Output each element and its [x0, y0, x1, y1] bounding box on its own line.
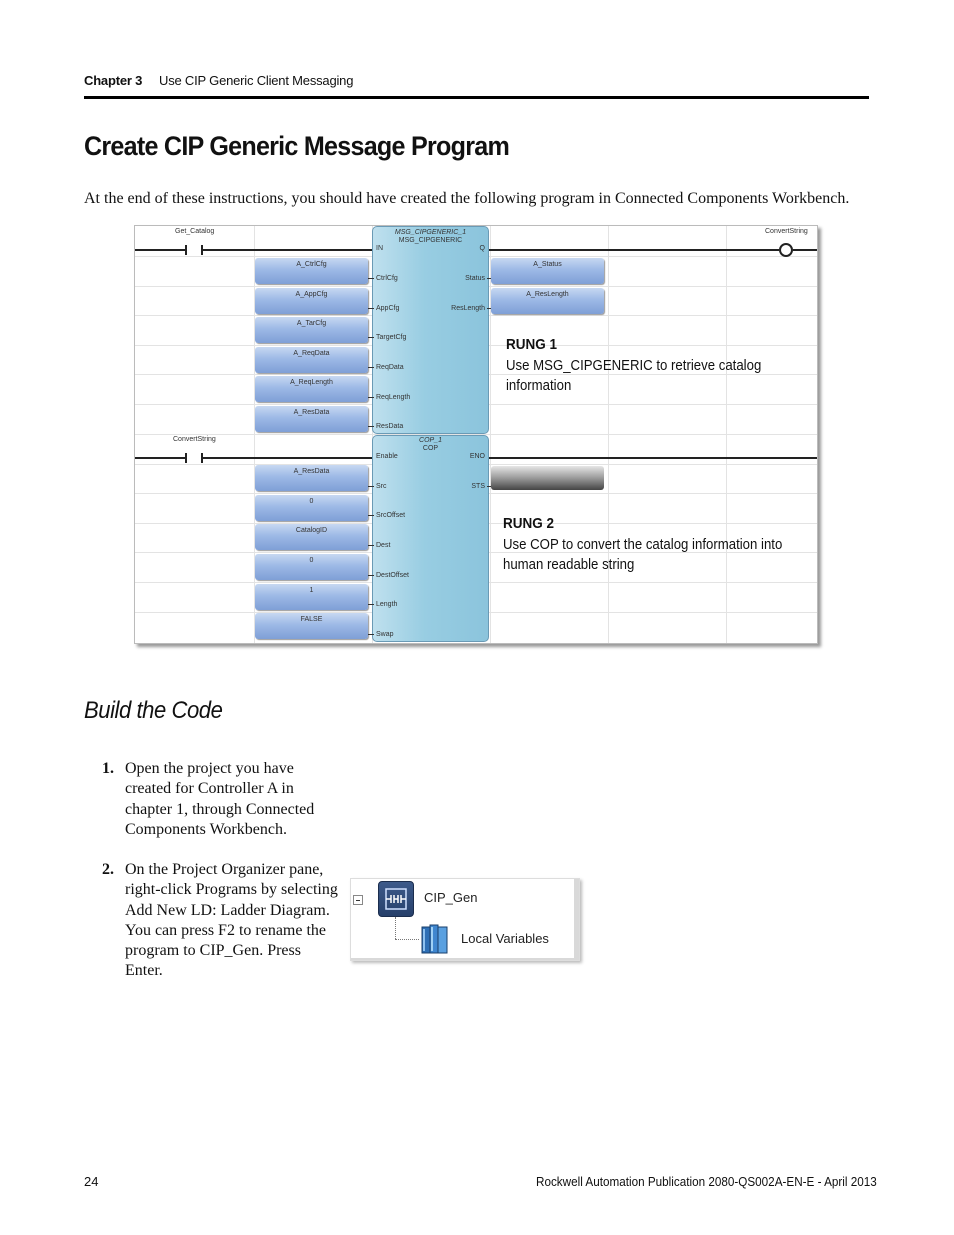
- pin-length: Length: [376, 601, 398, 608]
- publication-info: Rockwell Automation Publication 2080-QS002A-EN-E - April 2013: [536, 1174, 877, 1189]
- block-type: MSG_CIPGENERIC: [398, 237, 463, 244]
- var-a-reqlength[interactable]: A_ReqLength: [255, 376, 368, 402]
- rung2-annotation-line-1: Use COP to convert the catalog information into: [503, 536, 783, 553]
- page-number: 24: [84, 1174, 99, 1189]
- rung1-annotation-line-1: Use MSG_CIPGENERIC to retrieve catalog: [506, 357, 762, 374]
- var-length-value[interactable]: 1: [255, 584, 368, 610]
- pin-q: Q: [479, 245, 485, 252]
- step-number: 1.: [102, 760, 114, 777]
- pin-reqlength: ReqLength: [376, 394, 411, 401]
- pin-src: Src: [376, 483, 387, 490]
- step-line: On the Project Organizer pane,: [125, 861, 324, 878]
- var-a-resdata-2[interactable]: A_ResData: [255, 465, 368, 491]
- pin-dest: Dest: [376, 542, 391, 549]
- cop-block[interactable]: [372, 435, 489, 642]
- local-variables-icon[interactable]: [419, 921, 453, 955]
- pin-sts: STS: [471, 483, 485, 490]
- block-instance-name: MSG_CIPGENERIC_1: [394, 229, 467, 236]
- step-line: You can press F2 to rename the: [125, 921, 327, 939]
- collapse-toggle-icon[interactable]: [353, 895, 363, 905]
- step-line: Add New LD: Ladder Diagram.: [125, 901, 330, 919]
- chapter-label: Chapter 3: [84, 73, 143, 88]
- block-instance-name: COP_1: [419, 437, 442, 444]
- rung2-contact-tag: ConvertString: [173, 436, 216, 443]
- pin-reslength: ResLength: [451, 305, 485, 312]
- pin-swap: Swap: [376, 631, 394, 638]
- pin-status: Status: [465, 275, 485, 282]
- pin-reqdata: ReqData: [376, 364, 404, 371]
- var-srcoffset-value[interactable]: 0: [255, 495, 368, 521]
- intro-paragraph: At the end of these instructions, you should have created the following program in Connected Components Workbench.: [84, 190, 850, 207]
- pin-enable: Enable: [376, 453, 398, 460]
- step-line: Components Workbench.: [125, 820, 287, 838]
- msg-cipgeneric-block[interactable]: [372, 226, 489, 434]
- pin-targetcfg: TargetCfg: [376, 334, 407, 341]
- rung1-contact[interactable]: [185, 245, 203, 255]
- step-number: 2.: [102, 861, 114, 878]
- pin-ctrlcfg: CtrlCfg: [376, 275, 398, 282]
- var-a-status[interactable]: A_Status: [491, 258, 604, 284]
- var-swap-value[interactable]: FALSE: [255, 613, 368, 639]
- var-sts-empty[interactable]: [491, 466, 604, 490]
- rung1-coil-tag: ConvertString: [765, 228, 808, 235]
- var-catalogid[interactable]: CatalogID: [255, 524, 368, 550]
- step-line: Open the project you have: [125, 760, 294, 777]
- step-text: [125, 759, 340, 840]
- chapter-title: Use CIP Generic Client Messaging: [159, 73, 354, 88]
- rung1-contact-tag: Get_Catalog: [175, 228, 215, 235]
- var-a-reslength[interactable]: A_ResLength: [491, 288, 604, 314]
- pin-eno: ENO: [469, 453, 485, 460]
- var-a-ctrlcfg[interactable]: A_CtrlCfg: [255, 258, 368, 284]
- pin-destoffset: DestOffset: [376, 572, 409, 579]
- pin-resdata: ResData: [376, 423, 404, 430]
- ladder-diagram-icon[interactable]: [378, 881, 414, 917]
- pin-srcoffset: SrcOffset: [376, 512, 406, 519]
- ladder-diagram: [134, 225, 818, 644]
- step-line: created for Controller A in: [125, 780, 294, 798]
- pin-in: IN: [376, 245, 383, 252]
- step-line: right-click Programs by selecting: [125, 881, 338, 899]
- var-a-appcfg[interactable]: A_AppCfg: [255, 288, 368, 314]
- pin-appcfg: AppCfg: [376, 305, 400, 312]
- var-destoffset-value[interactable]: 0: [255, 554, 368, 580]
- block-type: COP: [422, 445, 439, 452]
- step-line: Enter.: [125, 962, 163, 980]
- rung1-coil[interactable]: [779, 243, 793, 257]
- header-rule: [84, 96, 869, 99]
- rung2-contact[interactable]: [185, 453, 203, 463]
- local-variables-label[interactable]: Local Variables: [461, 931, 549, 946]
- rung1-annotation-title: RUNG 1: [506, 336, 558, 353]
- step-line: chapter 1, through Connected: [125, 800, 315, 818]
- rung2-annotation-title: RUNG 2: [503, 515, 555, 532]
- build-title: Build the Code: [84, 697, 223, 724]
- section-title: Create CIP Generic Message Program: [84, 131, 510, 161]
- rung2-annotation-line-2: human readable string: [503, 556, 635, 573]
- project-organizer-snippet: [350, 878, 580, 961]
- tree-connector: [395, 939, 419, 940]
- var-a-tarcfg[interactable]: A_TarCfg: [255, 317, 368, 343]
- rung1-annotation-line-2: information: [506, 377, 572, 394]
- step-line: program to CIP_Gen. Press: [125, 942, 301, 960]
- step-text: [125, 860, 340, 982]
- var-a-reqdata[interactable]: A_ReqData: [255, 347, 368, 373]
- var-a-resdata-1[interactable]: A_ResData: [255, 406, 368, 432]
- program-label[interactable]: CIP_Gen: [424, 890, 478, 905]
- tree-connector: [395, 917, 396, 939]
